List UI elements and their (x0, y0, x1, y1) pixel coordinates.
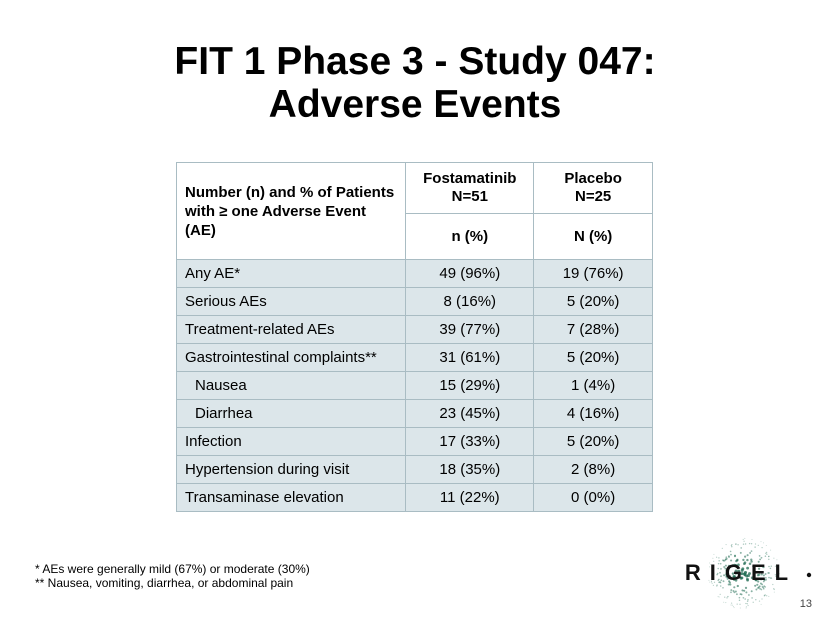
title-line-2: Adverse Events (268, 83, 562, 126)
placebo-value: 1 (4%) (534, 372, 653, 400)
placebo-value: 4 (16%) (534, 400, 653, 428)
table-row (177, 484, 653, 512)
table-row (177, 260, 653, 288)
footnote-2: ** Nausea, vomiting, diarrhea, or abdominal pain (35, 576, 294, 590)
placebo-value: 19 (76%) (534, 260, 653, 288)
fostamatinib-unit: n (%) (406, 214, 534, 260)
row-label: Diarrhea (177, 400, 406, 428)
fostamatinib-value: 15 (29%) (406, 372, 534, 400)
row-label: Transaminase elevation (177, 484, 406, 512)
table-row (177, 344, 653, 372)
table-row (177, 428, 653, 456)
placebo-name: Placebo (564, 170, 622, 187)
placebo-value: 7 (28%) (534, 316, 653, 344)
row-label: Hypertension during visit (177, 456, 406, 484)
footnotes (35, 562, 310, 590)
fostamatinib-n: N=51 (451, 188, 488, 205)
footnote-1: * AEs were generally mild (67%) or moderate (30%) (35, 562, 310, 576)
table-row (177, 372, 653, 400)
row-label: Treatment-related AEs (177, 316, 406, 344)
row-label: Gastrointestinal complaints** (177, 344, 406, 372)
fostamatinib-value: 49 (96%) (406, 260, 534, 288)
table-row (177, 456, 653, 484)
fostamatinib-value: 18 (35%) (406, 456, 534, 484)
row-label: Any AE* (177, 260, 406, 288)
table-row (177, 400, 653, 428)
table-row (177, 316, 653, 344)
row-label: Serious AEs (177, 288, 406, 316)
logo-dot-icon (807, 573, 811, 577)
logo-wordmark: RIGEL (684, 560, 798, 585)
table-header-label: Number (n) and % of Patients with ≥ one Adverse Event (AE) (177, 163, 406, 260)
page-number: 13 (799, 598, 812, 610)
placebo-unit: N (%) (534, 214, 653, 260)
fostamatinib-value: 17 (33%) (406, 428, 534, 456)
fostamatinib-value: 8 (16%) (406, 288, 534, 316)
adverse-events-table (176, 162, 653, 512)
placebo-value: 0 (0%) (534, 484, 653, 512)
placebo-value: 5 (20%) (534, 428, 653, 456)
placebo-n: N=25 (574, 188, 612, 205)
fostamatinib-value: 11 (22%) (406, 484, 534, 512)
fostamatinib-name: Fostamatinib (423, 170, 517, 187)
placebo-value: 2 (8%) (534, 456, 653, 484)
header-fostamatinib (406, 163, 534, 214)
row-label: Infection (177, 428, 406, 456)
header-placebo (534, 163, 653, 214)
placebo-value: 5 (20%) (534, 288, 653, 316)
rigel-logo (668, 535, 814, 615)
fostamatinib-value: 31 (61%) (406, 344, 534, 372)
slide-title (0, 40, 830, 126)
row-label: Nausea (177, 372, 406, 400)
fostamatinib-value: 23 (45%) (406, 400, 534, 428)
fostamatinib-value: 39 (77%) (406, 316, 534, 344)
table-row (177, 288, 653, 316)
title-line-1: FIT 1 Phase 3 - Study 047: (174, 40, 656, 83)
placebo-value: 5 (20%) (534, 344, 653, 372)
